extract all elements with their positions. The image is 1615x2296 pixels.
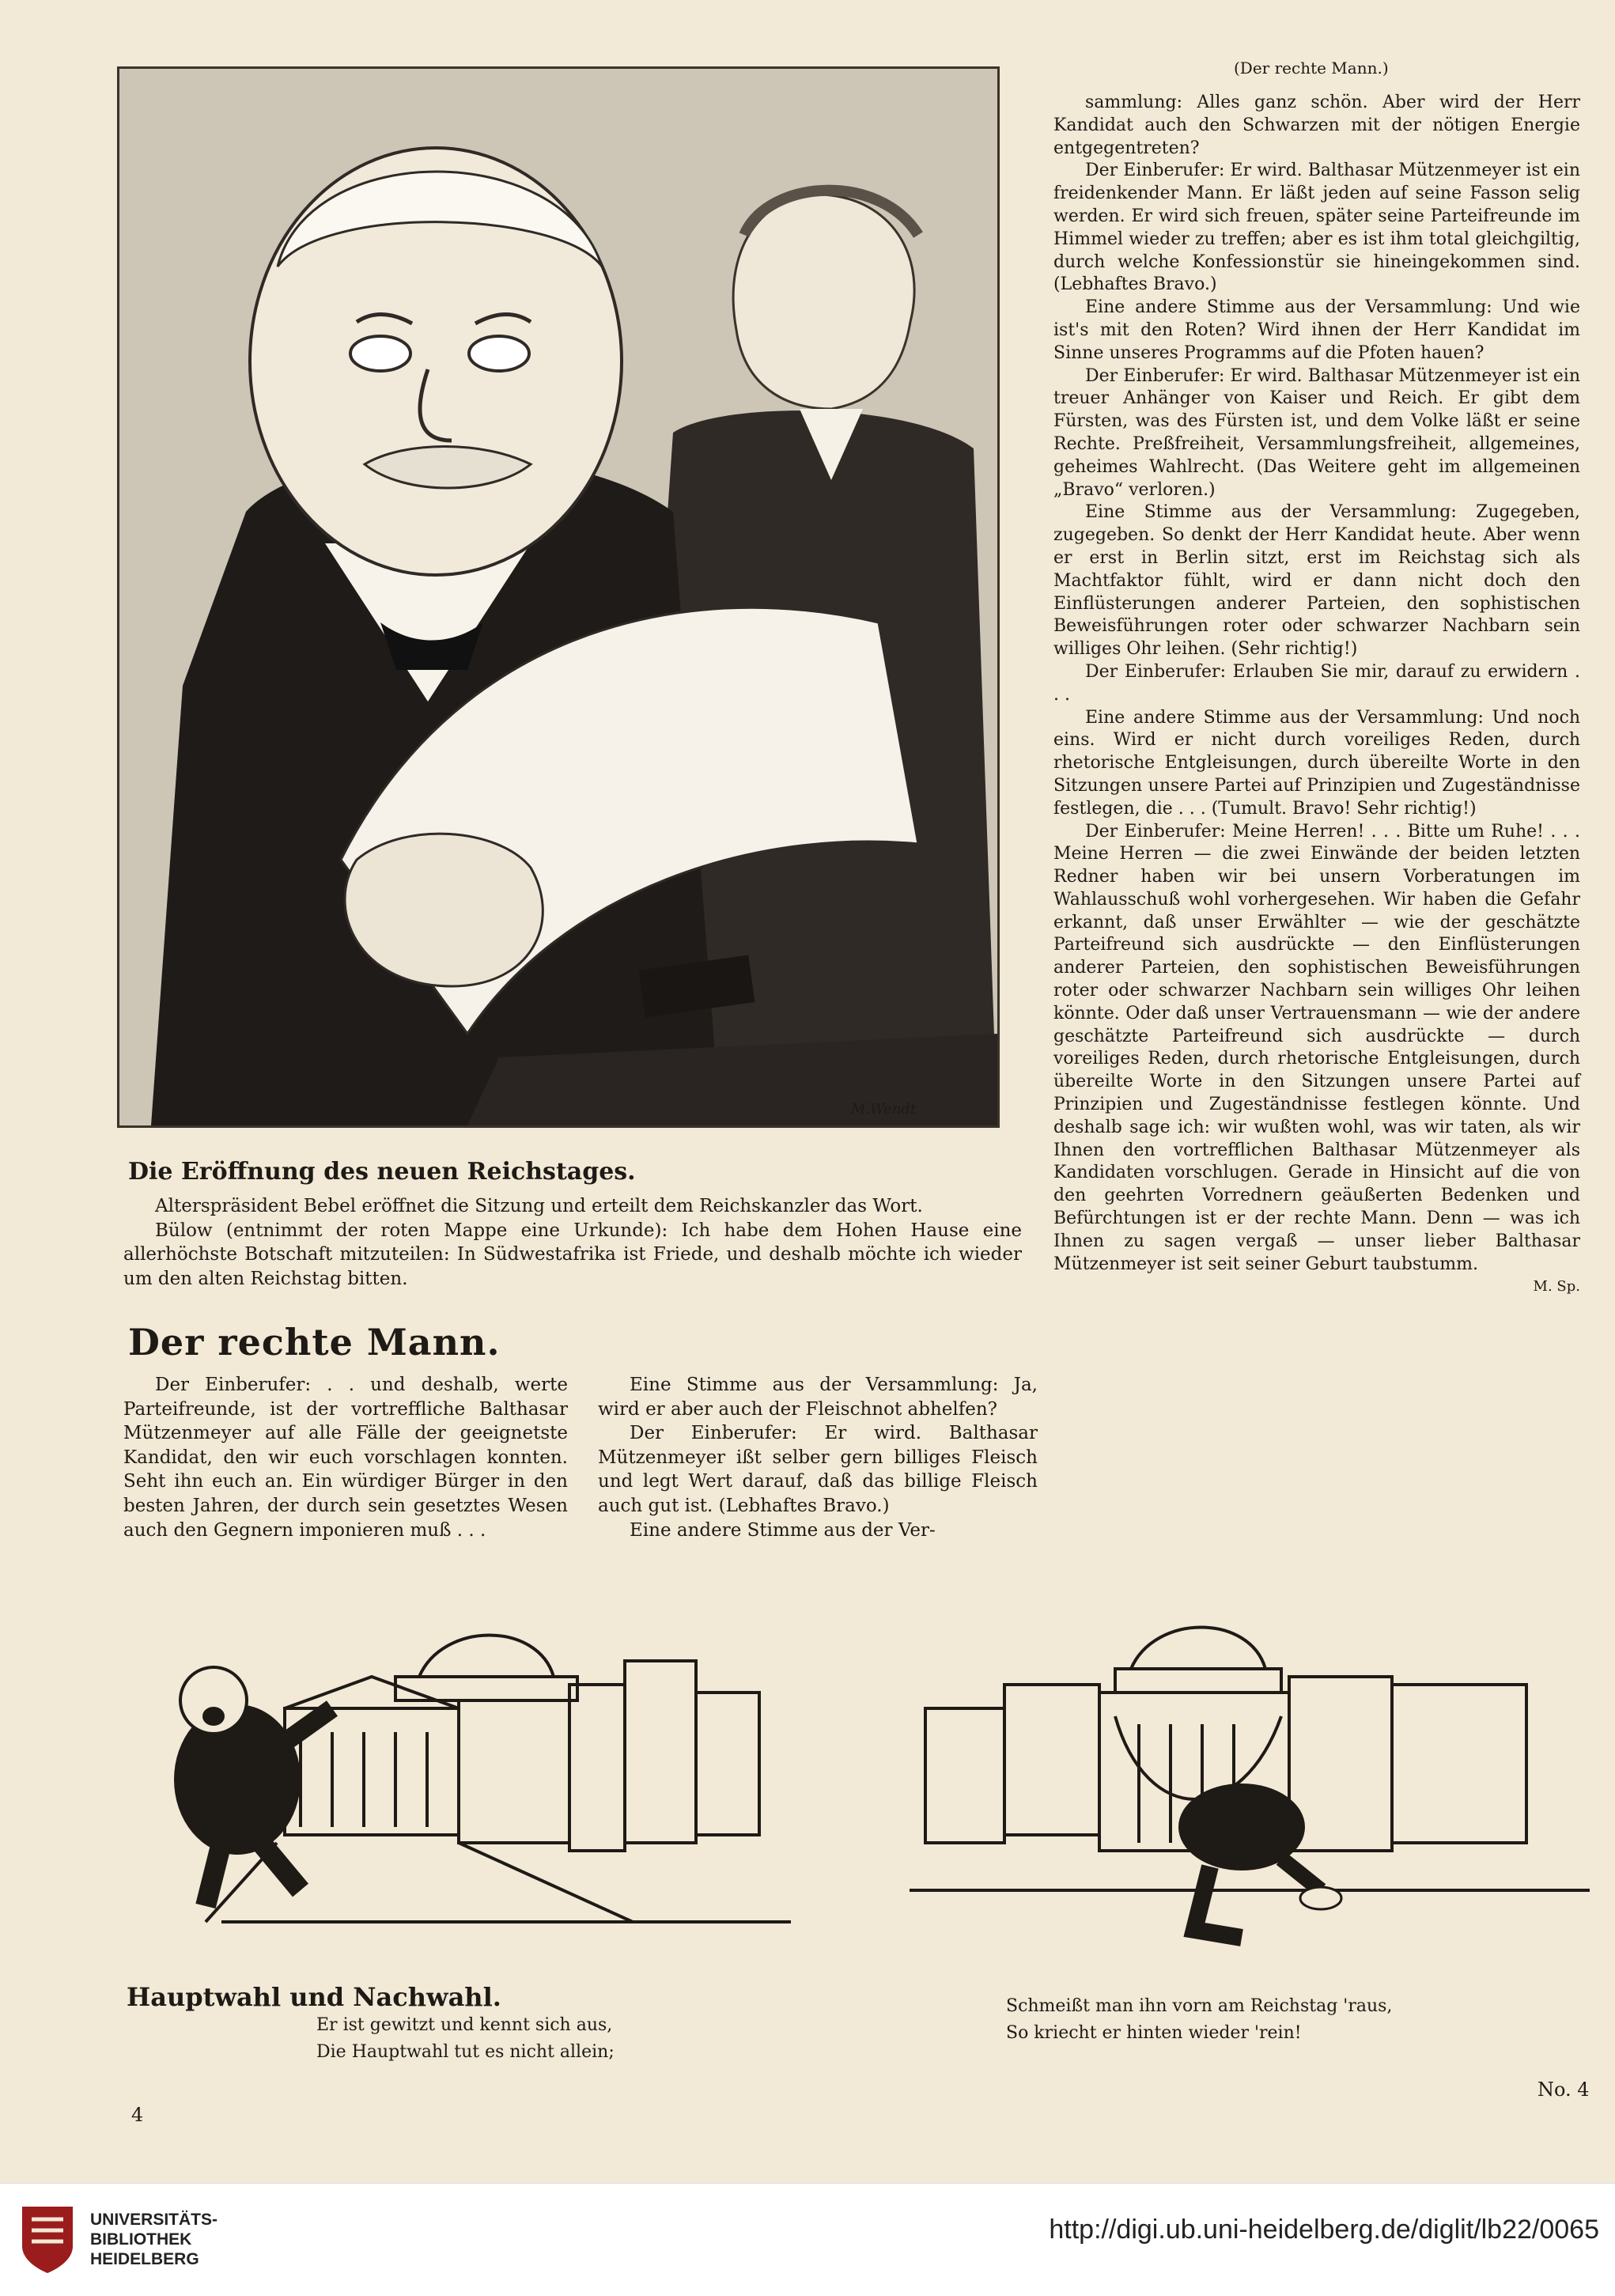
logo-line: BIBLIOTHEK (90, 2230, 192, 2249)
article-column-middle (598, 1373, 1038, 1542)
university-seal-icon (16, 2199, 79, 2278)
article-paragraph: Der Einberufer: Er wird. Balthasar Mützenmeyer ißt selber gern billiges Fleisch und legt Wert darauf, daß das billige Fleisch auch gut ist. (Lebhaftes Bravo.) (598, 1423, 1038, 1516)
verse-line: Die Hauptwahl tut es nicht allein; (316, 2042, 615, 2062)
article-column-right (1053, 92, 1580, 1299)
permalink-url[interactable]: http://digi.ub.uni-heidelberg.de/diglit/lb22/0065 (1049, 2215, 1599, 2245)
article-paragraph: Der Einberufer: . . und deshalb, werte Parteifreunde, ist der vortreffliche Balthasar Mützenmeyer auf alle Fälle der geeignetste Kandidat, den wir euch vorschlagen konnten. Seht ihn euch an. Ein würdiger Bürger in den besten Jahren, der durch sein gesetztes Wesen auch den Gegnern imponieren muß . . . (123, 1375, 568, 1541)
article-title: Der rechte Mann. (128, 1321, 501, 1364)
article-paragraph: Eine Stimme aus der Versammlung: Zugegeben, zugegeben. So denkt der Herr Kandidat heute. Aber wenn er erst in Berlin sitzt, erst im Reichstag sich als Machtfaktor fühlt, wird er dann nicht doch den Einflüsterungen anderer Parteien, den sophistischen Beweisführungen roter oder schwarzer Nachbarn sein williges Ohr leihen. (Sehr richtig!) (1053, 502, 1580, 660)
verse-left (316, 2012, 615, 2066)
caption-title: Die Eröffnung des neuen Reichstages. (128, 1158, 636, 1186)
article-paragraph: Eine andere Stimme aus der Versammlung: Und noch eins. Wird er nicht durch voreiliges Reden, durch rhetorische Entgleisungen, durch übereilte Worte in den Sitzungen unsere Partei auf Prinzipien und Zugeständnisse festlegen, die . . . (Tumult. Bravo! Sehr richtig!) (1053, 707, 1580, 819)
article-paragraph: Eine Stimme aus der Versammlung: Ja, wird er aber auch der Fleischnot abhelfen? (598, 1375, 1038, 1420)
article-paragraph: Der Einberufer: Er wird. Balthasar Mützenmeyer ist ein treuer Anhänger von Kaiser und Reich. Er gibt dem Fürsten, was des Fürsten ist, und dem Volke läßt er seine Rechte. Preßfreiheit, Versammlungsfreiheit, allgemeines, geheimes Wahlrecht. (Das Weitere geht im allgemeinen „Bravo“ verloren.) (1053, 365, 1580, 500)
issue-number: No. 4 (1537, 2079, 1590, 2101)
article-paragraph: Der Einberufer: Erlauben Sie mir, darauf zu erwidern . . . (1053, 661, 1580, 705)
logo-line: HEIDELBERG (90, 2250, 199, 2268)
verse-line: Er ist gewitzt und kennt sich aus, (316, 2015, 613, 2035)
cartoon-right (910, 1590, 1590, 1977)
running-head: (Der rechte Mann.) (1234, 59, 1389, 78)
university-logo-text[interactable] (90, 2210, 217, 2269)
caption-paragraph: Bülow (entnimmt der roten Mappe eine Urkunde): Ich habe dem Hohen Hause eine allerhöchste Botschaft mitzuteilen: In Südwestafrika ist Friede, und deshalb möchte ich wieder um den alten Reichstag bitten. (123, 1220, 1022, 1289)
reichstag-back-drawing (910, 1590, 1590, 1977)
reichstag-front-drawing (158, 1590, 838, 1977)
article-paragraph: Der Einberufer: Meine Herren! . . . Bitte um Ruhe! . . . Meine Herren — die zwei Einwände der beiden letzten Redner haben wir bei unsern Vorberatungen im Wahlausschuß wohl vorhergesehen. Wir haben die Gefahr erkannt, daß unser Erwählter — wie der geschätzte Parteifreund sich ausdrückte — den Einflüsterungen anderer Parteien, den sophistischen Beweisführungen roter oder schwarzer Nachbarn sein williges Ohr leihen könnte. Oder daß unser Vertrauensmann — wie der andere geschätzte Parteifreund sich ausdrückte — durch voreiliges Reden, durch rhetorische Entgleisungen, durch übereilte Worte in den Sitzungen unsere Partei auf Prinzipien und Zugeständnisse festlegen könnte. Und deshalb sage ich: wir wußten wohl, was wir taten, als wir Ihnen den vortrefflichen Balthasar Mützenmeyer als Kandidaten vorschlugen. Gerade in Hinsicht auf die von den geehrten Vorrednern geäußerten Bedenken und Befürchtungen ist er der rechte Mann. Denn — was ich Ihnen zu sagen vergaß — unser lieber Balthasar Mützenmeyer ist seit seiner Geburt taubstumm. (1053, 821, 1580, 1274)
article-paragraph: Eine andere Stimme aus der Versammlung: Und wie ist's mit den Roten? Wird ihnen der Herr Kandidat im Sinne unseres Programms auf die Pfoten hauen? (1053, 297, 1580, 363)
verse-line: So kriecht er hinten wieder 'rein! (1006, 2023, 1302, 2043)
reichstag-illustration (119, 69, 997, 1125)
verse-right (1006, 1993, 1392, 2047)
article-author: M. Sp. (1533, 1278, 1580, 1296)
article-paragraph: Eine andere Stimme aus der Ver- (630, 1519, 936, 1541)
caption-text (123, 1194, 1022, 1291)
page-number: 4 (131, 2104, 144, 2126)
verse-line: Schmeißt man ihn vorn am Reichstag 'raus, (1006, 1996, 1393, 2016)
caption-paragraph: Alterspräsident Bebel eröffnet die Sitzung und erteilt dem Reichskanzler das Wort. (155, 1196, 923, 1216)
illustration-signature: M.Wendt (851, 1101, 917, 1118)
article-column-left (123, 1373, 568, 1542)
cartoon-left (158, 1590, 838, 1977)
top-illustration (117, 66, 1000, 1128)
logo-line: UNIVERSITÄTS- (90, 2211, 218, 2229)
article-paragraph: Der Einberufer: Er wird. Balthasar Mützenmeyer ist ein freidenkender Mann. Er läßt jeden auf seine Fasson selig werden. Er wird sich freuen, später seine Parteifreunde im Himmel wieder zu treffen; aber es ist ihm total gleichgiltig, durch welche Konfessionstür sie hineingekommen sind. (Lebhaftes Bravo.) (1053, 161, 1580, 295)
article-paragraph: sammlung: Alles ganz schön. Aber wird der Herr Kandidat auch den Schwarzen mit der nötigen Energie entgegentreten? (1053, 93, 1580, 158)
cartoon-title: Hauptwahl und Nachwahl. (127, 1982, 501, 2012)
